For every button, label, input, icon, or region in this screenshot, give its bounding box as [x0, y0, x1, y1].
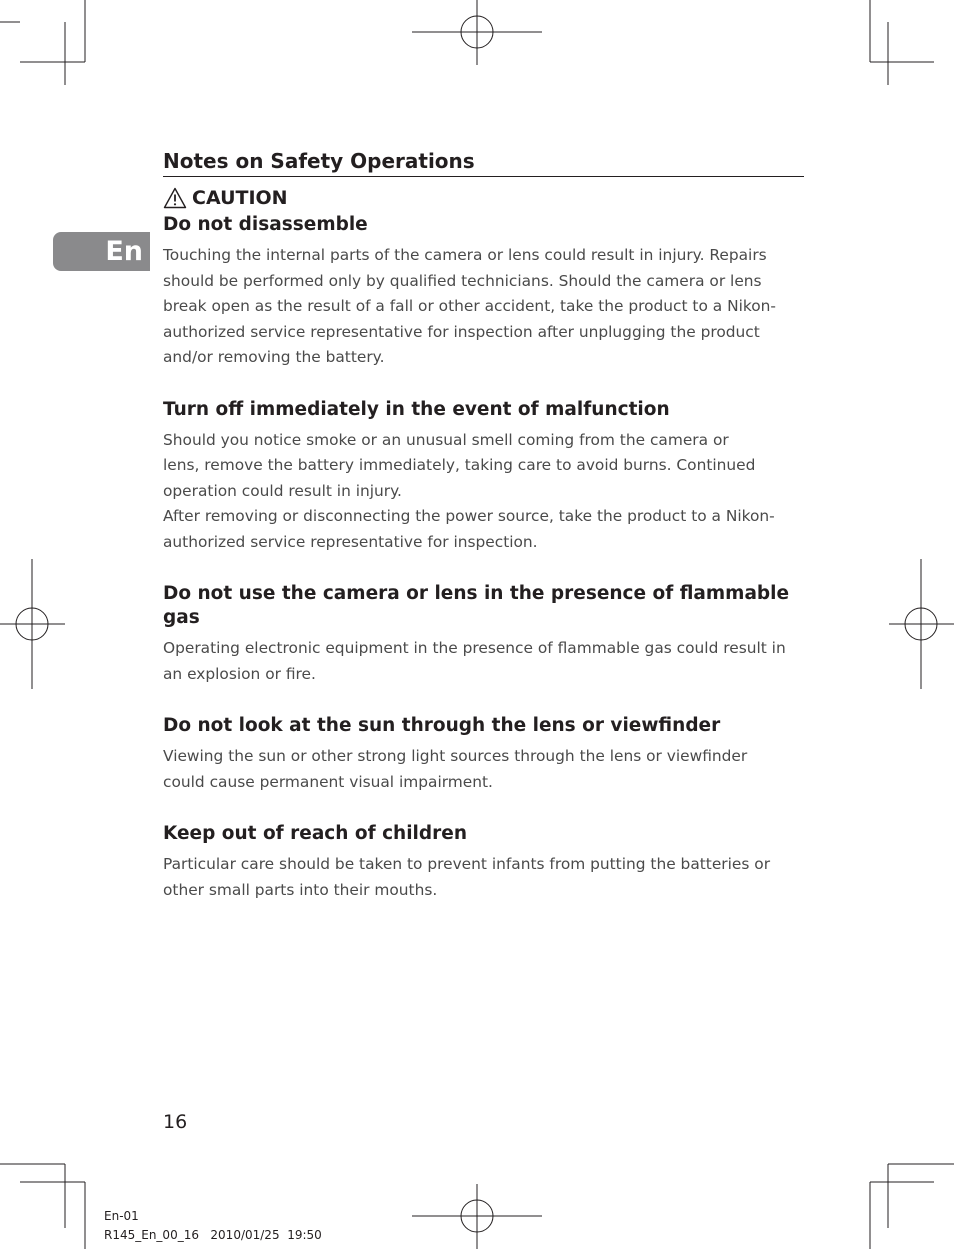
warning-triangle-icon: [163, 187, 187, 209]
section-heading: Do not disassemble: [163, 214, 368, 235]
language-tab: En: [53, 232, 150, 271]
section-flammable-gas: [163, 582, 804, 687]
section-heading: Do not use the camera or lens in the presence of flammable gas: [163, 583, 790, 628]
section-heading: Keep out of reach of children: [163, 823, 467, 844]
caution-label: CAUTION: [192, 187, 288, 209]
section-heading: Do not look at the sun through the lens or viewfinder: [163, 715, 721, 736]
page-title: Notes on Safety Operations: [163, 148, 804, 177]
section-body: Should you notice smoke or an unusual smell coming from the camera or lens, remove the battery immediately, taking care to avoid burns. Continued operation could result in injury. After removing or disconnecting the power source, take the product to a Nikon- authorized service representative for inspection.: [163, 430, 775, 551]
section-disassemble: [163, 213, 804, 371]
section-body: Touching the internal parts of the camera or lens could result in injury. Repairs should be performed only by qualified technicians. Should the camera or lens break open as the result of a fall or other accident, take the product to a Nikon- authorized service representative for inspection after unplugging the product and/or removing the battery.: [163, 246, 776, 366]
section-heading: Turn off immediately in the event of malfunction: [163, 398, 670, 420]
caution-heading: [163, 186, 804, 210]
section-children: [163, 822, 804, 903]
section-body: Operating electronic equipment in the presence of flammable gas could result in an explosion or fire.: [163, 639, 786, 683]
section-sun-viewfinder: [163, 714, 804, 795]
footer-file-info: R145_En_00_16 2010/01/25 19:50: [104, 1228, 322, 1242]
section-body: Particular care should be taken to prevent infants from putting the batteries or other small parts into their mouths.: [163, 855, 771, 899]
section-body: Viewing the sun or other strong light sources through the lens or viewfinder could cause permanent visual impairment.: [163, 747, 748, 791]
page-number: 16: [163, 1111, 188, 1133]
section-malfunction: [163, 398, 804, 556]
safety-notes-content: [163, 148, 804, 903]
footer-code: En-01: [104, 1209, 139, 1223]
